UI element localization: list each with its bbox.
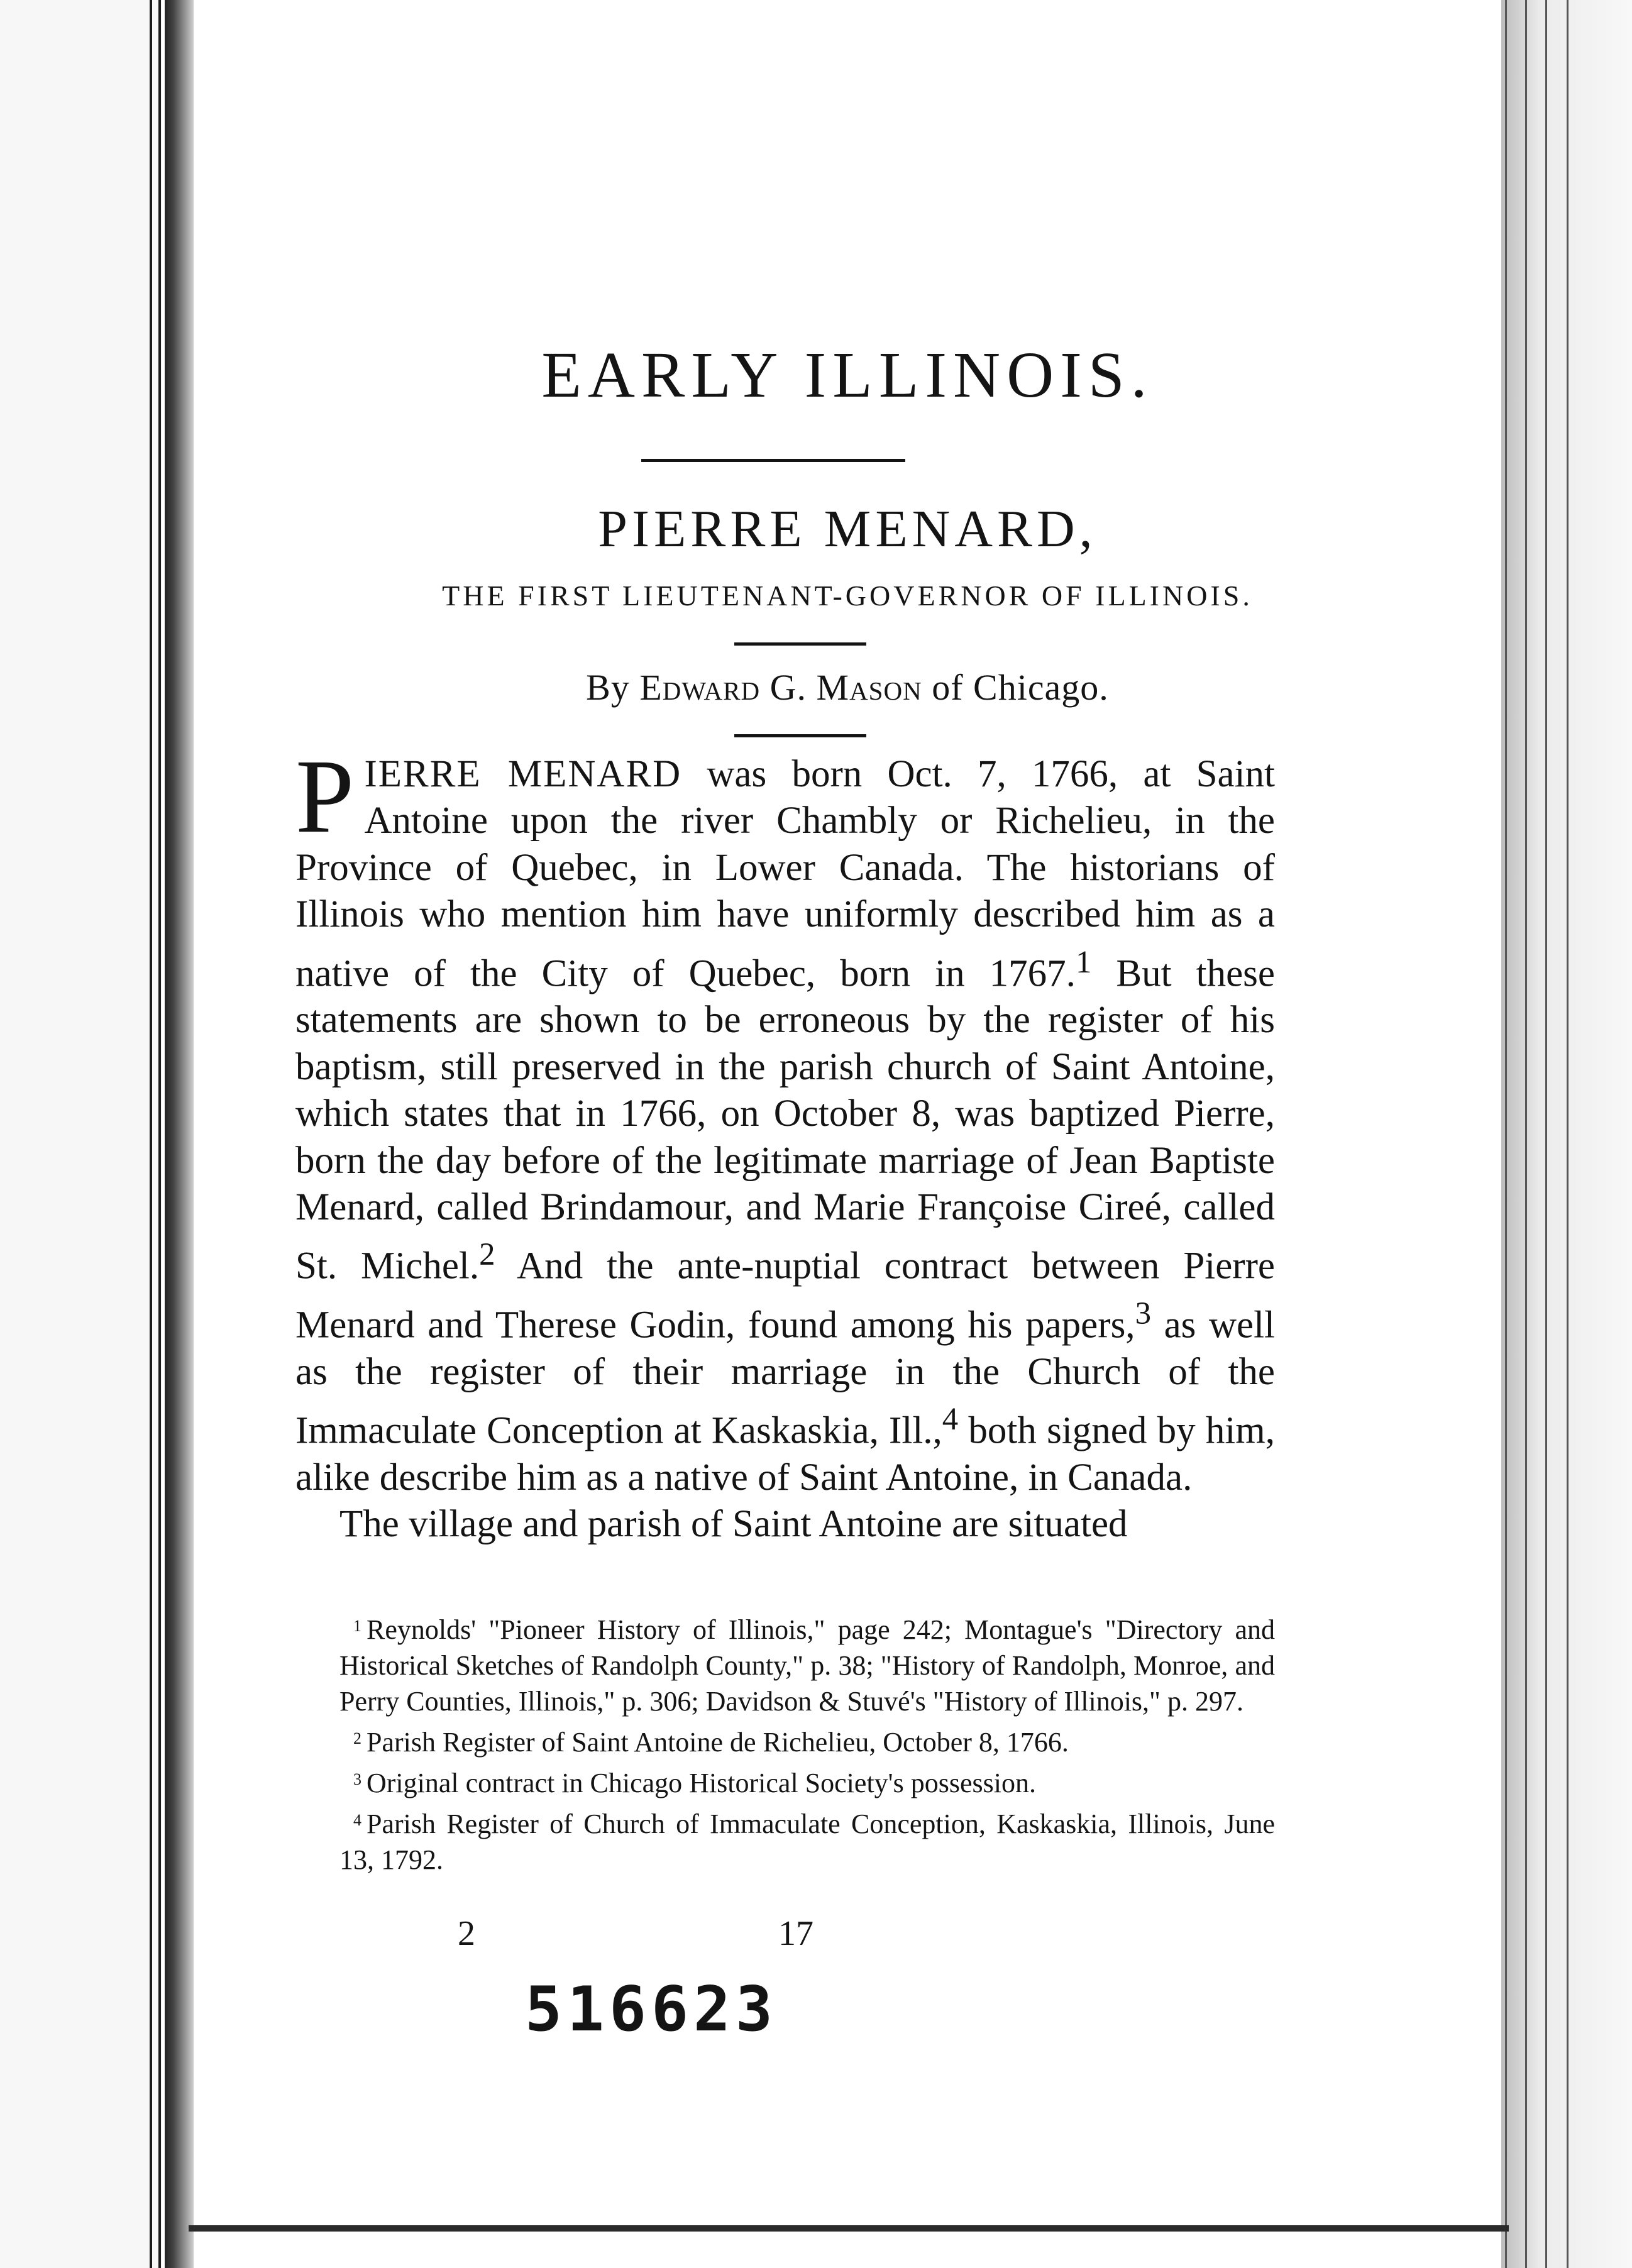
footnote-1: $^1$ Reynolds' "Pioneer History of Illinois," page 242; Montague's "Directory and Historical Sketches of Randolph County," p. 38; "History of Randolph, Monroe, and Perry Counties, Illinois," p. 306; Davidson & Stuvé's "History of Illinois," p. 297.	[339, 1614, 1275, 1717]
paragraph-2: The village and parish of Saint Antoine are situated	[339, 1503, 1128, 1546]
paragraph-1: PIERRE MENARD was born Oct. 7, 1766, at Saint Antoine upon the river Chambly or Richelieu, in the Province of Quebec, in Lower Canada. The historians of Illinois who mention him have uniformly described him as a native of the City of Quebec, born in 1767.$^1$ But these statements are shown to be erroneous by the register of his baptism, still preserved in the parish church of Saint Antoine, which states that in 1766, on October 8, was baptized Pierre, born the day before of the legitimate marriage of Jean Baptiste Menard, called Brindamour, and Marie Françoise Cireé, called St. Michel.$^2$ And the ante-nuptial contract between Pierre Menard and Therese Godin, found among his papers,$^3$ as well as the register of their marriage in the Church of the Immaculate Conception at Kaskaskia, Ill.,$^4$ both signed by him, alike describe him as a native of Saint Antoine, in Canada.	[295, 738, 1275, 1499]
footnote-ref-1: 1	[1075, 944, 1092, 979]
lead-in: IERRE MENARD	[364, 753, 682, 795]
book-gutter	[165, 0, 194, 2268]
footnote-2: $^2$ Parish Register of Saint Antoine de Richelieu, October 8, 1766.	[353, 1727, 1069, 1758]
signature-mark: 2	[458, 1914, 475, 1953]
footnote-ref-4: 4	[942, 1401, 959, 1437]
left-page-line	[150, 0, 152, 2268]
title-rule	[641, 459, 905, 462]
byline-by: By	[586, 667, 630, 708]
page-number: 17	[778, 1914, 813, 1953]
accession-stamp: 516623	[525, 1974, 778, 2045]
footnote-ref-2: 2	[479, 1236, 495, 1272]
byline-author: Edward G. Mason	[639, 667, 922, 708]
footnotes	[339, 1608, 1275, 1879]
footnote-ref-3: 3	[1135, 1296, 1151, 1331]
subtitle-rule	[734, 642, 866, 646]
left-page-line	[158, 0, 161, 2268]
page-title: EARLY ILLINOIS.	[541, 339, 1154, 411]
footnote-3: $^3$ Original contract in Chicago Historical Society's possession.	[353, 1768, 1036, 1798]
right-page-edges	[1501, 0, 1632, 2268]
article-body	[295, 738, 1275, 1548]
byline	[194, 669, 1501, 706]
article-title: PIERRE MENARD,	[598, 500, 1097, 558]
drop-cap: P	[295, 738, 355, 855]
page-bottom-edge	[189, 2225, 1509, 2232]
footnote-4: $^4$ Parish Register of Church of Immaculate Conception, Kaskaskia, Illinois, June 13, 1792.	[339, 1808, 1275, 1875]
byline-place: of Chicago.	[932, 667, 1109, 708]
byline-rule	[734, 734, 866, 737]
article-subtitle: THE FIRST LIEUTENANT-GOVERNOR OF ILLINOIS.	[442, 580, 1253, 612]
left-page-edge	[0, 0, 162, 2268]
